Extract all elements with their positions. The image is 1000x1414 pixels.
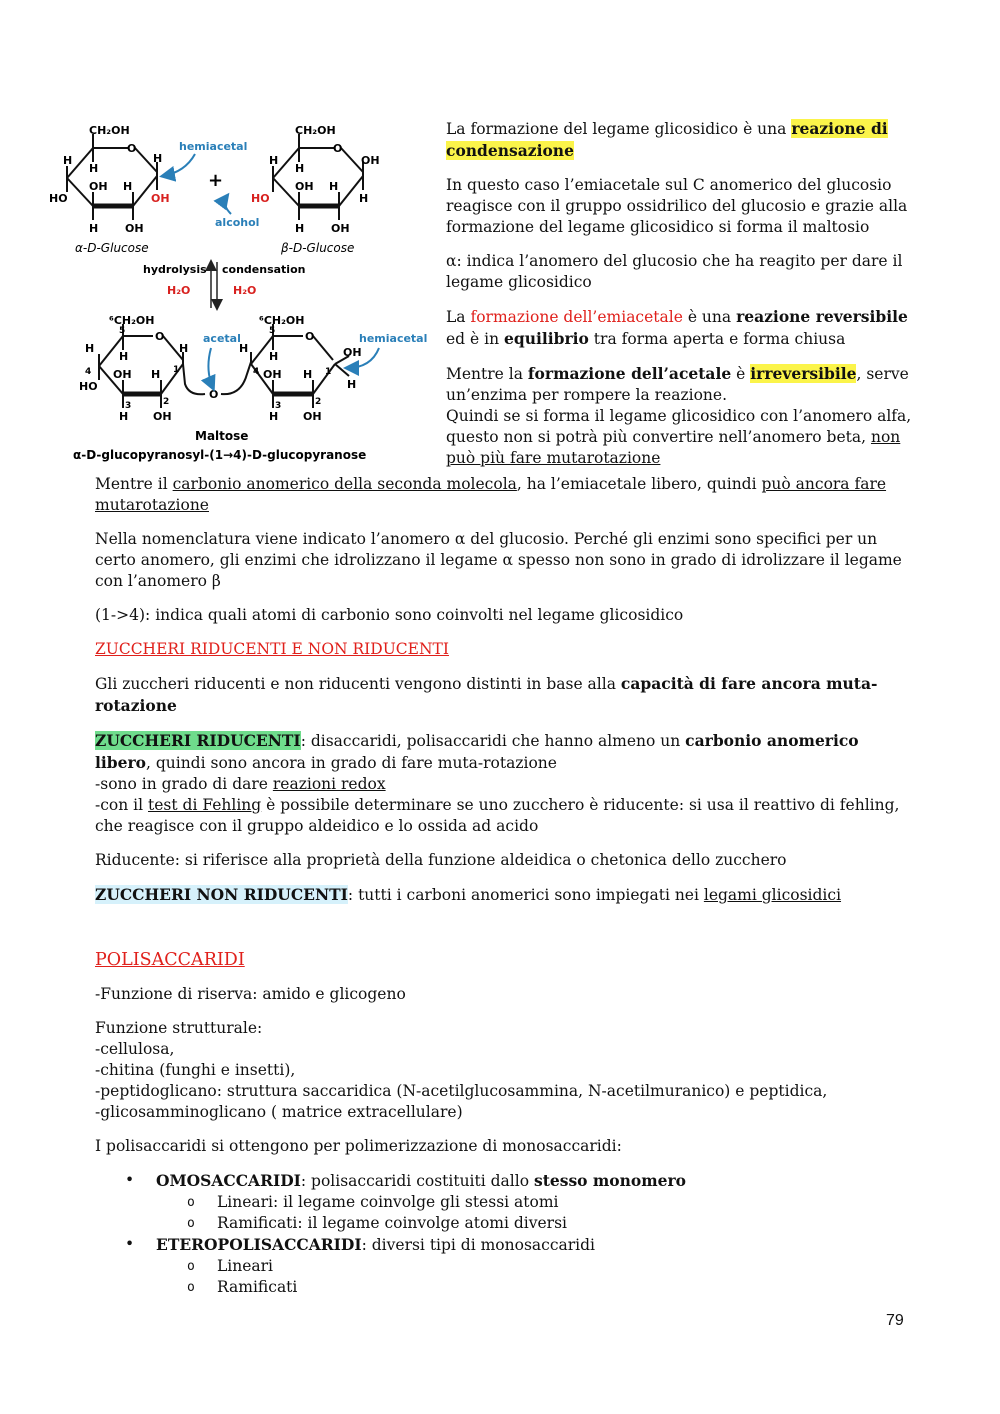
text-run: La (446, 308, 471, 326)
acetal-label: acetal (203, 332, 241, 345)
highlighted-term: irreversibile (750, 364, 857, 383)
ch2oh-label-4: ⁶CH₂OH (259, 314, 305, 327)
text-run: -con il (95, 796, 149, 814)
bold-term: ETEROPOLISACCARIDI (156, 1235, 362, 1254)
text-run: -sono in grado di dare (95, 775, 273, 793)
highlighted-term: reazione di condensazione (446, 119, 888, 160)
bold-term: reazione reversibile (736, 307, 908, 326)
paragraph: I polisaccaridi si ottengono per polimerizzazione di monosaccaridi: (95, 1137, 622, 1155)
h2o-label-left: H₂O (167, 284, 191, 297)
maltose-systematic-name: α-D-glucopyranosyl-(1→4)-D-glucopyranose (73, 448, 367, 462)
underlined-term: non può più fare mutarotazione (446, 428, 901, 467)
h-label: H (269, 350, 279, 363)
alcohol-arrow (225, 196, 231, 214)
carbon-number: 2 (315, 397, 322, 407)
maltose-formation-figure (45, 112, 437, 472)
beta-glucose-ring (273, 134, 363, 220)
sub-list (156, 1256, 910, 1298)
list-item: o Ramificati: il legame coinvolge atomi diversi (156, 1213, 910, 1234)
text-run: La formazione del legame glicosidico è una (446, 120, 792, 138)
h-label: H (329, 180, 339, 193)
text-run: : tutti i carboni anomerici sono impiegati nei (347, 886, 704, 904)
paragraph: α: indica l’anomero del glucosio che ha reagito per dare il legame glicosidico (446, 252, 903, 291)
paragraph (446, 118, 916, 162)
ring-o-2: O (333, 142, 343, 155)
paragraph: Nella nomenclatura viene indicato l’anomero α del glucosio. Perché gli enzimi sono specifici per un certo anomero, gli enzimi che idrolizzano il legame α spesso non sono in grado di idrolizzare il legame con l’anomero β (95, 530, 902, 590)
main-text (95, 474, 910, 1298)
glycosidic-o-label: O (209, 388, 219, 401)
oh-label: OH (89, 180, 108, 193)
oh-label: OH (295, 180, 314, 193)
h-label: H (89, 162, 99, 175)
alpha-glucose-label: α-D-Glucose (75, 241, 149, 255)
oh-label: OH (263, 368, 282, 381)
text-run: , ha l’emiacetale libero, quindi (516, 475, 762, 493)
text-run: , serve un’enzima per rompere la reazione. (446, 365, 909, 404)
paragraph: (1->4): indica quali atomi di carbonio sono coinvolti nel legame glicosidico (95, 606, 684, 624)
acetal-arrow (208, 348, 213, 388)
h-label: H (303, 368, 313, 381)
carbon-number: 5 (269, 326, 276, 336)
text-run: è possibile determinare se uno zucchero è riducente: si usa il reattivo di fehling, che reagisce con il gruppo aldeidico e lo ossida ad acido (95, 796, 900, 835)
h-label: H (269, 410, 279, 423)
ch2oh-label-1: CH₂OH (89, 124, 130, 137)
maltose-diagram (45, 112, 437, 472)
text-run: Mentre la (446, 365, 528, 383)
plus-sign: + (208, 170, 224, 191)
carbon-number: 4 (253, 367, 260, 377)
maltose-right-ring (251, 324, 349, 408)
hemiacetal-label-1: hemiacetal (179, 140, 248, 153)
ring-o-1: O (127, 142, 137, 155)
underlined-term: reazioni redox (272, 775, 386, 793)
carbon-number: 3 (275, 401, 282, 411)
text-run: è (731, 365, 751, 383)
ring-o-4: O (305, 330, 315, 343)
hemiacetal-label-2: hemiacetal (359, 332, 428, 345)
text-run: : disaccaridi, polisaccaridi che hanno almeno un (300, 732, 686, 750)
red-term: formazione dell’emiacetale (470, 308, 683, 326)
carbon-number: 3 (125, 401, 132, 411)
bold-term: OMOSACCARIDI (156, 1171, 301, 1190)
text-run: : polisaccaridi costituiti dallo (300, 1172, 534, 1190)
bold-term: stesso monomero (533, 1171, 687, 1190)
alcohol-label: alcohol (215, 216, 260, 229)
h-label: H (151, 368, 161, 381)
ring-o-3: O (155, 330, 165, 343)
beta-glucose-label: β-D-Glucose (281, 241, 355, 255)
ho-label: HO (79, 380, 98, 393)
ho-label: HO (49, 192, 68, 205)
bold-term: capacità di fare ancora muta-rotazione (95, 674, 878, 715)
bold-term: carbonio anomerico libero (95, 731, 859, 772)
paragraph (95, 730, 910, 837)
h-label: H (123, 180, 133, 193)
carbon-number: 2 (163, 397, 170, 407)
underlined-term: carbonio anomerico della seconda molecola (172, 475, 517, 493)
carbon-number: 5 (119, 326, 126, 336)
h-label: H (347, 378, 357, 391)
text-run: -peptidoglicano: struttura saccaridica (N-acetilglucosammina, N-acetilmuranico) e peptidica, (95, 1082, 828, 1100)
highlighted-term: ZUCCHERI NON RIDUCENTI (95, 885, 348, 904)
hydrolysis-label: hydrolysis (143, 263, 207, 276)
underlined-term: può ancora fare mutarotazione (95, 475, 887, 514)
text-run: -cellulosa, (95, 1040, 175, 1058)
sub-list (156, 1192, 910, 1234)
text-run: : diversi tipi di monosaccaridi (361, 1236, 596, 1254)
carbon-number: 1 (173, 365, 180, 375)
ch2oh-label-3: ⁶CH₂OH (109, 314, 155, 327)
polysaccharide-list (95, 1170, 910, 1298)
text-run: -chitina (funghi e insetti), (95, 1061, 296, 1079)
text-run: è una (682, 308, 737, 326)
paragraph (446, 306, 916, 350)
h-label: H (295, 162, 305, 175)
text-run: tra forma aperta e forma chiusa (588, 330, 846, 348)
h-label: H (63, 154, 73, 167)
h2o-label-right: H₂O (233, 284, 257, 297)
h-label: H (153, 152, 163, 165)
alcohol-ho-label: HO (251, 192, 270, 205)
h-label: H (85, 342, 95, 355)
h-label: H (119, 350, 129, 363)
text-run: , quindi sono ancora in grado di fare muta-rotazione (145, 754, 557, 772)
h-label: H (239, 342, 249, 355)
maltose-label: Maltose (195, 429, 249, 443)
h-label: H (269, 154, 279, 167)
section-heading-polisaccaridi: POLISACCARIDI (95, 950, 245, 970)
list-item: o Lineari: il legame coinvolge gli stessi atomi (156, 1192, 910, 1213)
ch2oh-label-2: CH₂OH (295, 124, 336, 137)
hemiacetal-oh-label: OH (151, 192, 170, 205)
list-item: o Lineari (156, 1256, 910, 1277)
page-number: 79 (886, 1312, 904, 1329)
oh-label: OH (343, 346, 362, 359)
h-label: H (119, 410, 129, 423)
oh-label: OH (361, 154, 380, 167)
condensation-label: condensation (222, 263, 306, 276)
h-label: H (179, 342, 189, 355)
oh-label: OH (125, 222, 144, 235)
highlighted-term: ZUCCHERI RIDUCENTI (95, 731, 301, 750)
underlined-term: legami glicosidici (703, 886, 842, 904)
paragraph (95, 884, 910, 906)
paragraph (446, 363, 916, 469)
alpha-glucose-ring (67, 134, 157, 220)
text-run: Quindi se si forma il legame glicosidico con l’anomero alfa, questo non si potrà più convertire nell’anomero beta, (446, 407, 912, 446)
paragraph: -Funzione di riserva: amido e glicogeno (95, 985, 406, 1003)
bold-term: equilibrio (504, 329, 589, 348)
list-item: o Ramificati (156, 1277, 910, 1298)
text-run: Gli zuccheri riducenti e non riducenti vengono distinti in base alla (95, 675, 621, 693)
carbon-number: 1 (325, 367, 332, 377)
h-label: H (295, 222, 305, 235)
oh-label: OH (113, 368, 132, 381)
bold-term: formazione dell’acetale (527, 364, 732, 383)
carbon-number: 4 (85, 367, 92, 377)
right-column-text (446, 118, 916, 482)
text-run: Funzione strutturale: (95, 1019, 263, 1037)
paragraph: In questo caso l’emiacetale sul C anomerico del glucosio reagisce con il gruppo ossidrilico del glucosio e grazie alla formazione del legame glicosidico si forma il maltosio (446, 176, 908, 236)
paragraph (95, 1018, 910, 1123)
h-label: H (89, 222, 99, 235)
hemiacetal-arrow-1 (163, 154, 195, 176)
text-run: ed è in (446, 330, 504, 348)
paragraph (95, 673, 910, 717)
h-label: H (359, 192, 369, 205)
section-heading-zuccheri: ZUCCHERI RIDUCENTI E NON RIDUCENTI (95, 640, 449, 658)
text-run: Mentre il (95, 475, 173, 493)
text-run: -glicosamminoglicano ( matrice extracellulare) (95, 1103, 463, 1121)
underlined-term: test di Fehling (148, 796, 262, 814)
oh-label: OH (153, 410, 172, 423)
list-item (95, 1234, 910, 1298)
oh-label: OH (331, 222, 350, 235)
list-item (95, 1170, 910, 1234)
oh-label: OH (303, 410, 322, 423)
paragraph (95, 474, 910, 516)
paragraph: Riducente: si riferisce alla proprietà della funzione aldeidica o chetonica dello zucchero (95, 851, 787, 869)
